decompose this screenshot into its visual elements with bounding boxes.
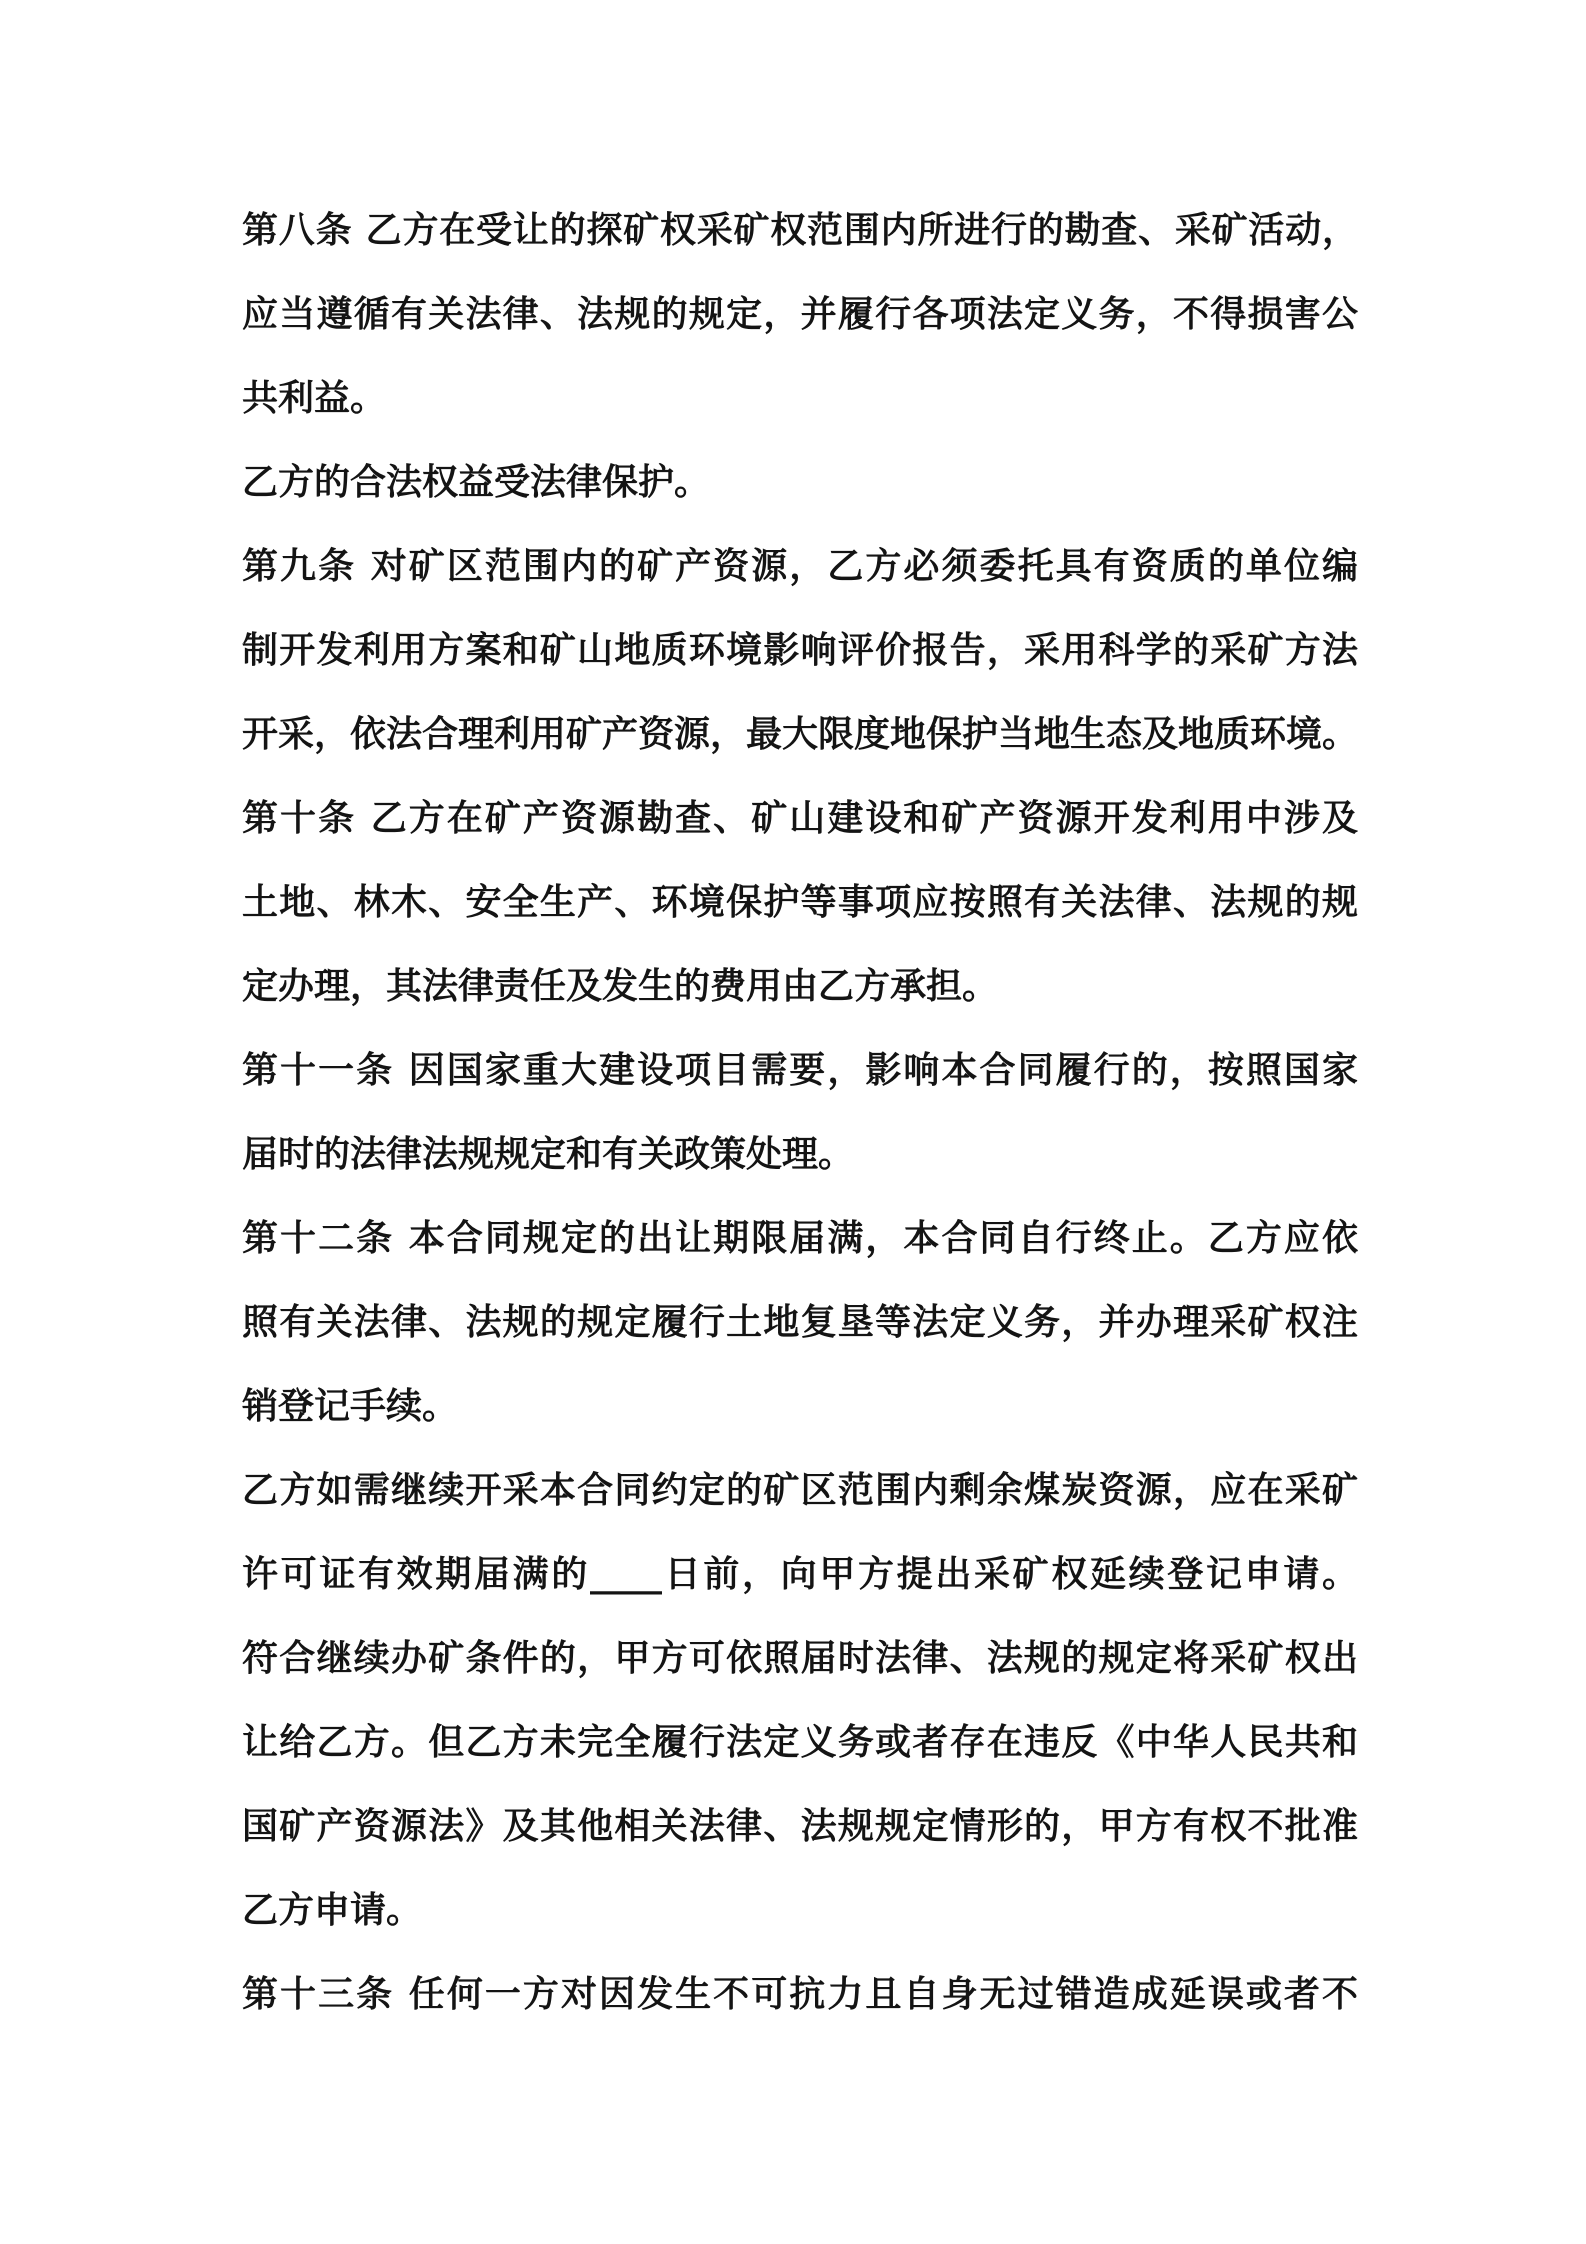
text-line: 定办理，其法律责任及发生的费用由乙方承担。 (242, 966, 999, 1007)
text-line: 许可证有效期届满的____日前，向甲方提出采矿权延续登记申请。 (242, 1554, 1358, 1595)
article-10-line: 第十条 乙方在矿产资源勘查、矿山建设和矿产资源开发利用中涉及 (242, 798, 1358, 839)
article-11-line: 第十一条 因国家重大建设项目需要，影响本合同履行的，按照国家 (242, 1050, 1358, 1091)
article-9-line: 第九条 对矿区范围内的矿产资源，乙方必须委托具有资质的单位编 (242, 546, 1358, 587)
text-line: 照有关法律、法规的规定履行土地复垦等法定义务，并办理采矿权注 (242, 1302, 1358, 1343)
text-line: 土地、林木、安全生产、环境保护等事项应按照有关法律、法规的规 (242, 882, 1358, 923)
text-line: 让给乙方。但乙方未完全履行法定义务或者存在违反《中华人民共和 (242, 1722, 1358, 1763)
text-line: 届时的法律法规规定和有关政策处理。 (242, 1134, 855, 1175)
text-line: 国矿产资源法》及其他相关法律、法规规定情形的，甲方有权不批准 (242, 1806, 1358, 1847)
text-line: 符合继续办矿条件的，甲方可依照届时法律、法规的规定将采矿权出 (242, 1638, 1358, 1679)
contract-text-body (242, 189, 1358, 2037)
text-line: 应当遵循有关法律、法规的规定，并履行各项法定义务，不得损害公 (242, 294, 1358, 335)
text-line: 乙方申请。 (242, 1890, 423, 1931)
article-12-line: 第十二条 本合同规定的出让期限届满，本合同自行终止。乙方应依 (242, 1218, 1358, 1259)
article-8-line: 第八条 乙方在受让的探矿权采矿权范围内所进行的勘查、采矿活动， (242, 210, 1358, 251)
text-line: 乙方的合法权益受法律保护。 (242, 462, 711, 503)
article-13-line: 第十三条 任何一方对因发生不可抗力且自身无过错造成延误或者不 (242, 1974, 1358, 2015)
text-line: 制开发利用方案和矿山地质环境影响评价报告，采用科学的采矿方法 (242, 630, 1358, 671)
text-line: 销登记手续。 (242, 1386, 459, 1427)
text-line: 共利益。 (242, 378, 387, 419)
text-line: 开采，依法合理利用矿产资源，最大限度地保护当地生态及地质环境。 (242, 714, 1358, 755)
text-line: 乙方如需继续开采本合同约定的矿区范围内剩余煤炭资源，应在采矿 (242, 1470, 1358, 1511)
